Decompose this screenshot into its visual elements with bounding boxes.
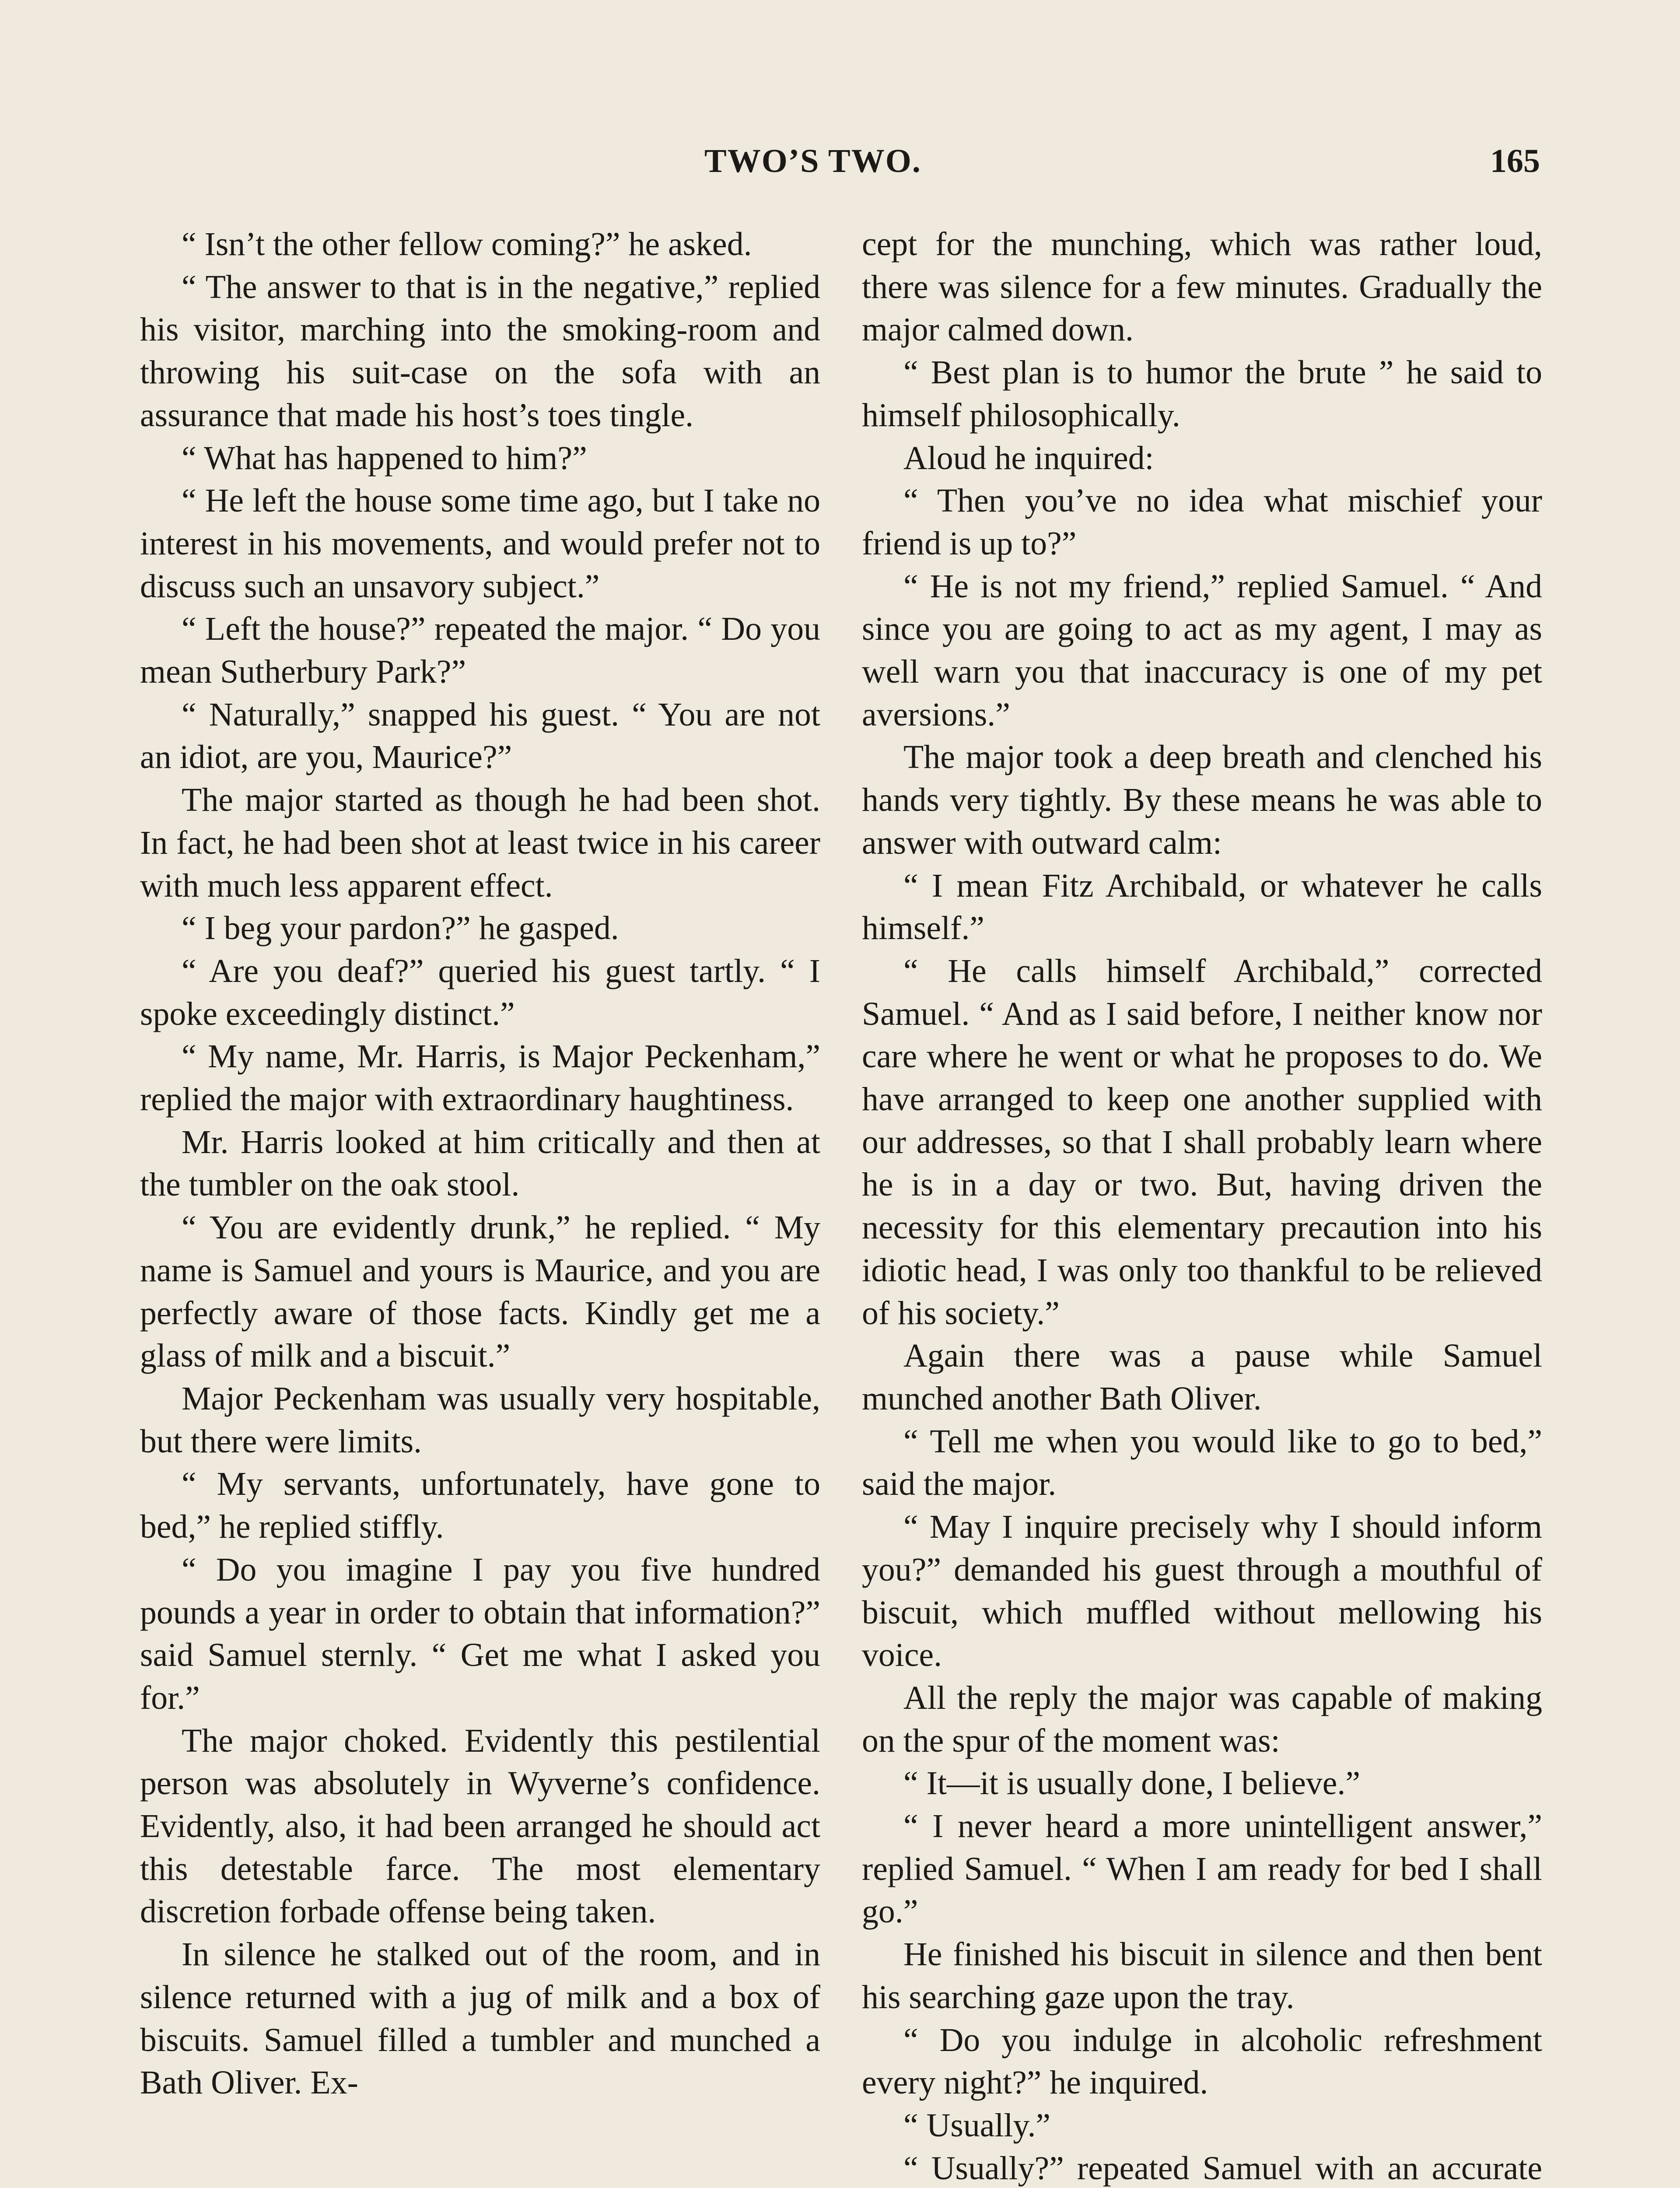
paragraph: “ Tell me when you would like to go to bed,” said the major.	[862, 1423, 1542, 1503]
paragraph: “ I beg your pardon?” he gasped.	[182, 910, 619, 947]
paragraph: The major started as though he had been shot. In fact, he had been shot at least twice in his career with much less apparent effect.	[140, 782, 820, 904]
paragraph: The major choked. Evidently this pestilential person was absolutely in Wyverne’s confidence. Evidently, also, it had been arranged he should act this detestable farce. The most elementary discretion forbade offense being taken.	[140, 1722, 820, 1930]
paragraph: “ My name, Mr. Harris, is Major Peckenham,” replied the major with extraordinary haughtiness.	[140, 1038, 820, 1118]
paragraph: “ I never heard a more unintelligent answer,” replied Samuel. “ When I am ready for bed I shall go.”	[862, 1808, 1542, 1930]
paragraph: Aloud he inquired:	[903, 439, 1154, 477]
paragraph: Mr. Harris looked at him critically and then at the tumbler on the oak stool.	[140, 1123, 820, 1203]
running-title: TWO’S TWO.	[704, 143, 921, 179]
paragraph: “ He is not my friend,” replied Samuel. “ And since you are going to act as my agent, I may as well warn you that inaccuracy is one of my pet aversions.”	[862, 568, 1542, 733]
text-column-left	[140, 223, 820, 2104]
paragraph: “ Do you indulge in alcoholic refreshment every night?” he inquired.	[862, 2021, 1542, 2101]
paragraph: He finished his biscuit in silence and then bent his searching gaze upon the tray.	[862, 1936, 1542, 2016]
paragraph: “ Best plan is to humor the brute ” he said to himself philosophically.	[862, 354, 1542, 434]
paragraph: Again there was a pause while Samuel munched another Bath Oliver.	[862, 1337, 1542, 1417]
paragraph: All the reply the major was capable of making on the spur of the moment was:	[862, 1679, 1542, 1759]
paragraph: Major Peckenham was usually very hospitable, but there were limits.	[140, 1380, 820, 1460]
paragraph: “ Usually.”	[903, 2107, 1051, 2144]
paragraph: “ You are evidently drunk,” he replied. “ My name is Samuel and yours is Maurice, and you are perfectly aware of those facts. Kindly get me a glass of milk and a biscuit.”	[140, 1209, 820, 1375]
paragraph: “ Are you deaf?” queried his guest tartly. “ I spoke exceedingly distinct.”	[140, 952, 820, 1032]
paragraph: “ Then you’ve no idea what mischief your friend is up to?”	[862, 482, 1542, 562]
paragraph: “ He left the house some time ago, but I take no interest in his movements, and would prefer not to discuss such an unsavory subject.”	[140, 482, 820, 605]
paragraph: “ Usually?” repeated Samuel with an accurate	[903, 2149, 1542, 2187]
paragraph: “ Do you imagine I pay you five hundred pounds a year in order to obtain that information?” said Samuel sternly. “ Get me what I asked you for.”	[140, 1551, 820, 1716]
paragraph: “ I mean Fitz Archibald, or whatever he calls himself.”	[862, 867, 1542, 947]
paragraph: “ The answer to that is in the negative,” replied his visitor, marching into the smoking-room and throwing his suit-case on the sofa with an assurance that made his host’s toes tingle.	[140, 268, 820, 434]
paragraph: In silence he stalked out of the room, and in silence returned with a jug of milk and a box of biscuits. Samuel filled a tumbler and munched a Bath Oliver. Ex-	[140, 1936, 820, 2101]
paragraph: “ My servants, unfortunately, have gone to bed,” he replied stiffly.	[140, 1466, 820, 1546]
paragraph: “ May I inquire precisely why I should inform you?” demanded his guest through a mouthful of biscuit, which muffled without mellowing his voice.	[862, 1508, 1542, 1674]
running-header	[140, 142, 1540, 190]
paragraph: “ He calls himself Archibald,” corrected Samuel. “ And as I said before, I neither know nor care where he went or what he proposes to do. We have arranged to keep one another supplied with our addresses, so that I shall probably learn where he is in a day or two. But, having driven the necessity for this elementary precaution into his idiotic head, I was only too thankful to be relieved of his society.”	[862, 952, 1542, 1332]
paragraph: “ It—it is usually done, I believe.”	[903, 1765, 1361, 1802]
text-column-right	[862, 223, 1542, 2188]
paragraph: “ What has happened to him?”	[182, 439, 587, 477]
paragraph: “ Naturally,” snapped his guest. “ You are not an idiot, are you, Maurice?”	[140, 696, 820, 776]
paragraph: “ Isn’t the other fellow coming?” he asked.	[182, 226, 752, 263]
paragraph: “ Left the house?” repeated the major. “ Do you mean Sutherbury Park?”	[140, 610, 820, 691]
page-number: 165	[1490, 143, 1540, 179]
paragraph: The major took a deep breath and clenched his hands very tightly. By these means he was able to answer with outward calm:	[862, 739, 1542, 861]
paragraph: cept for the munching, which was rather loud, there was silence for a few minutes. Gradually the major calmed down.	[862, 226, 1542, 348]
